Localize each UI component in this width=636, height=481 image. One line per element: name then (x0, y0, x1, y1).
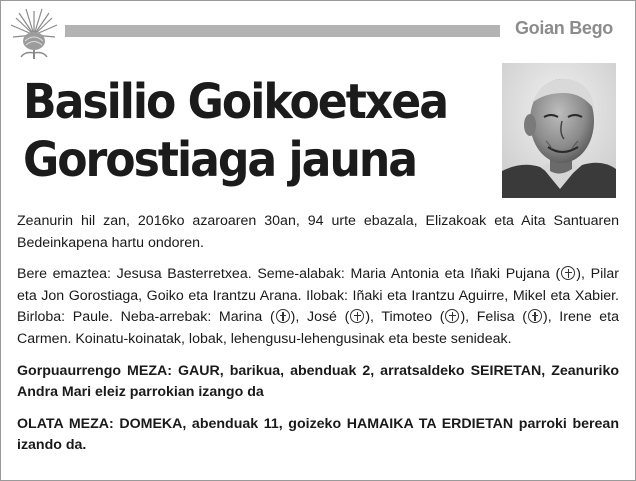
death-notice: Zeanurin hil zan, 2016ko azaroaren 30an, 94 urte ebazala, Elizakoak eta Aita Santuaren Bedeinkapena hartu ondoren. (17, 213, 619, 251)
cross-icon (445, 309, 459, 323)
cross-icon (276, 309, 290, 323)
olata-mass: OLATA MEZA: DOMEKA, abenduak 11, goizeko HAMAIKA TA ERDIETAN parroki berean izando da. (17, 415, 619, 454)
cross-icon (528, 309, 542, 323)
cross-icon (350, 309, 364, 323)
name-line-1: Basilio Goikoetxea (23, 74, 447, 130)
header-tag: Goian Bego (514, 18, 613, 38)
name-line-2: Gorostiaga jauna (23, 132, 417, 188)
family-list: Bere emaztea: Jesusa Basterretxea. Seme-alabak: Maria Antonia eta Iñaki Pujana ( ), Pilar eta Jon Gorostiaga, Goiko eta Irantzu Arana. Ilobak: Iñaki eta Irantzu Aguirre, Mikel eta Xabier. Birloba: Paule. Neba-arrebak: Marina ( ), José ( ), Timoteo ( ), Felisa ( ), Irene eta Carmen. Koinatu-koinatak, lobak, lehengusu-lehengusinak eta beste senideak. (17, 266, 619, 347)
thistle-icon (7, 5, 61, 59)
cross-icon (561, 266, 575, 280)
portrait-photo (502, 63, 616, 198)
funeral-mass: Gorpuaurrengo MEZA: GAUR, barikua, abenduak 2, arratsaldeko SEIRETAN, Zeanuriko Andra Mari eleiz parrokian izango da (17, 362, 619, 401)
obituary-body (17, 211, 619, 457)
deceased-name (23, 73, 455, 189)
header-rule (65, 25, 500, 37)
